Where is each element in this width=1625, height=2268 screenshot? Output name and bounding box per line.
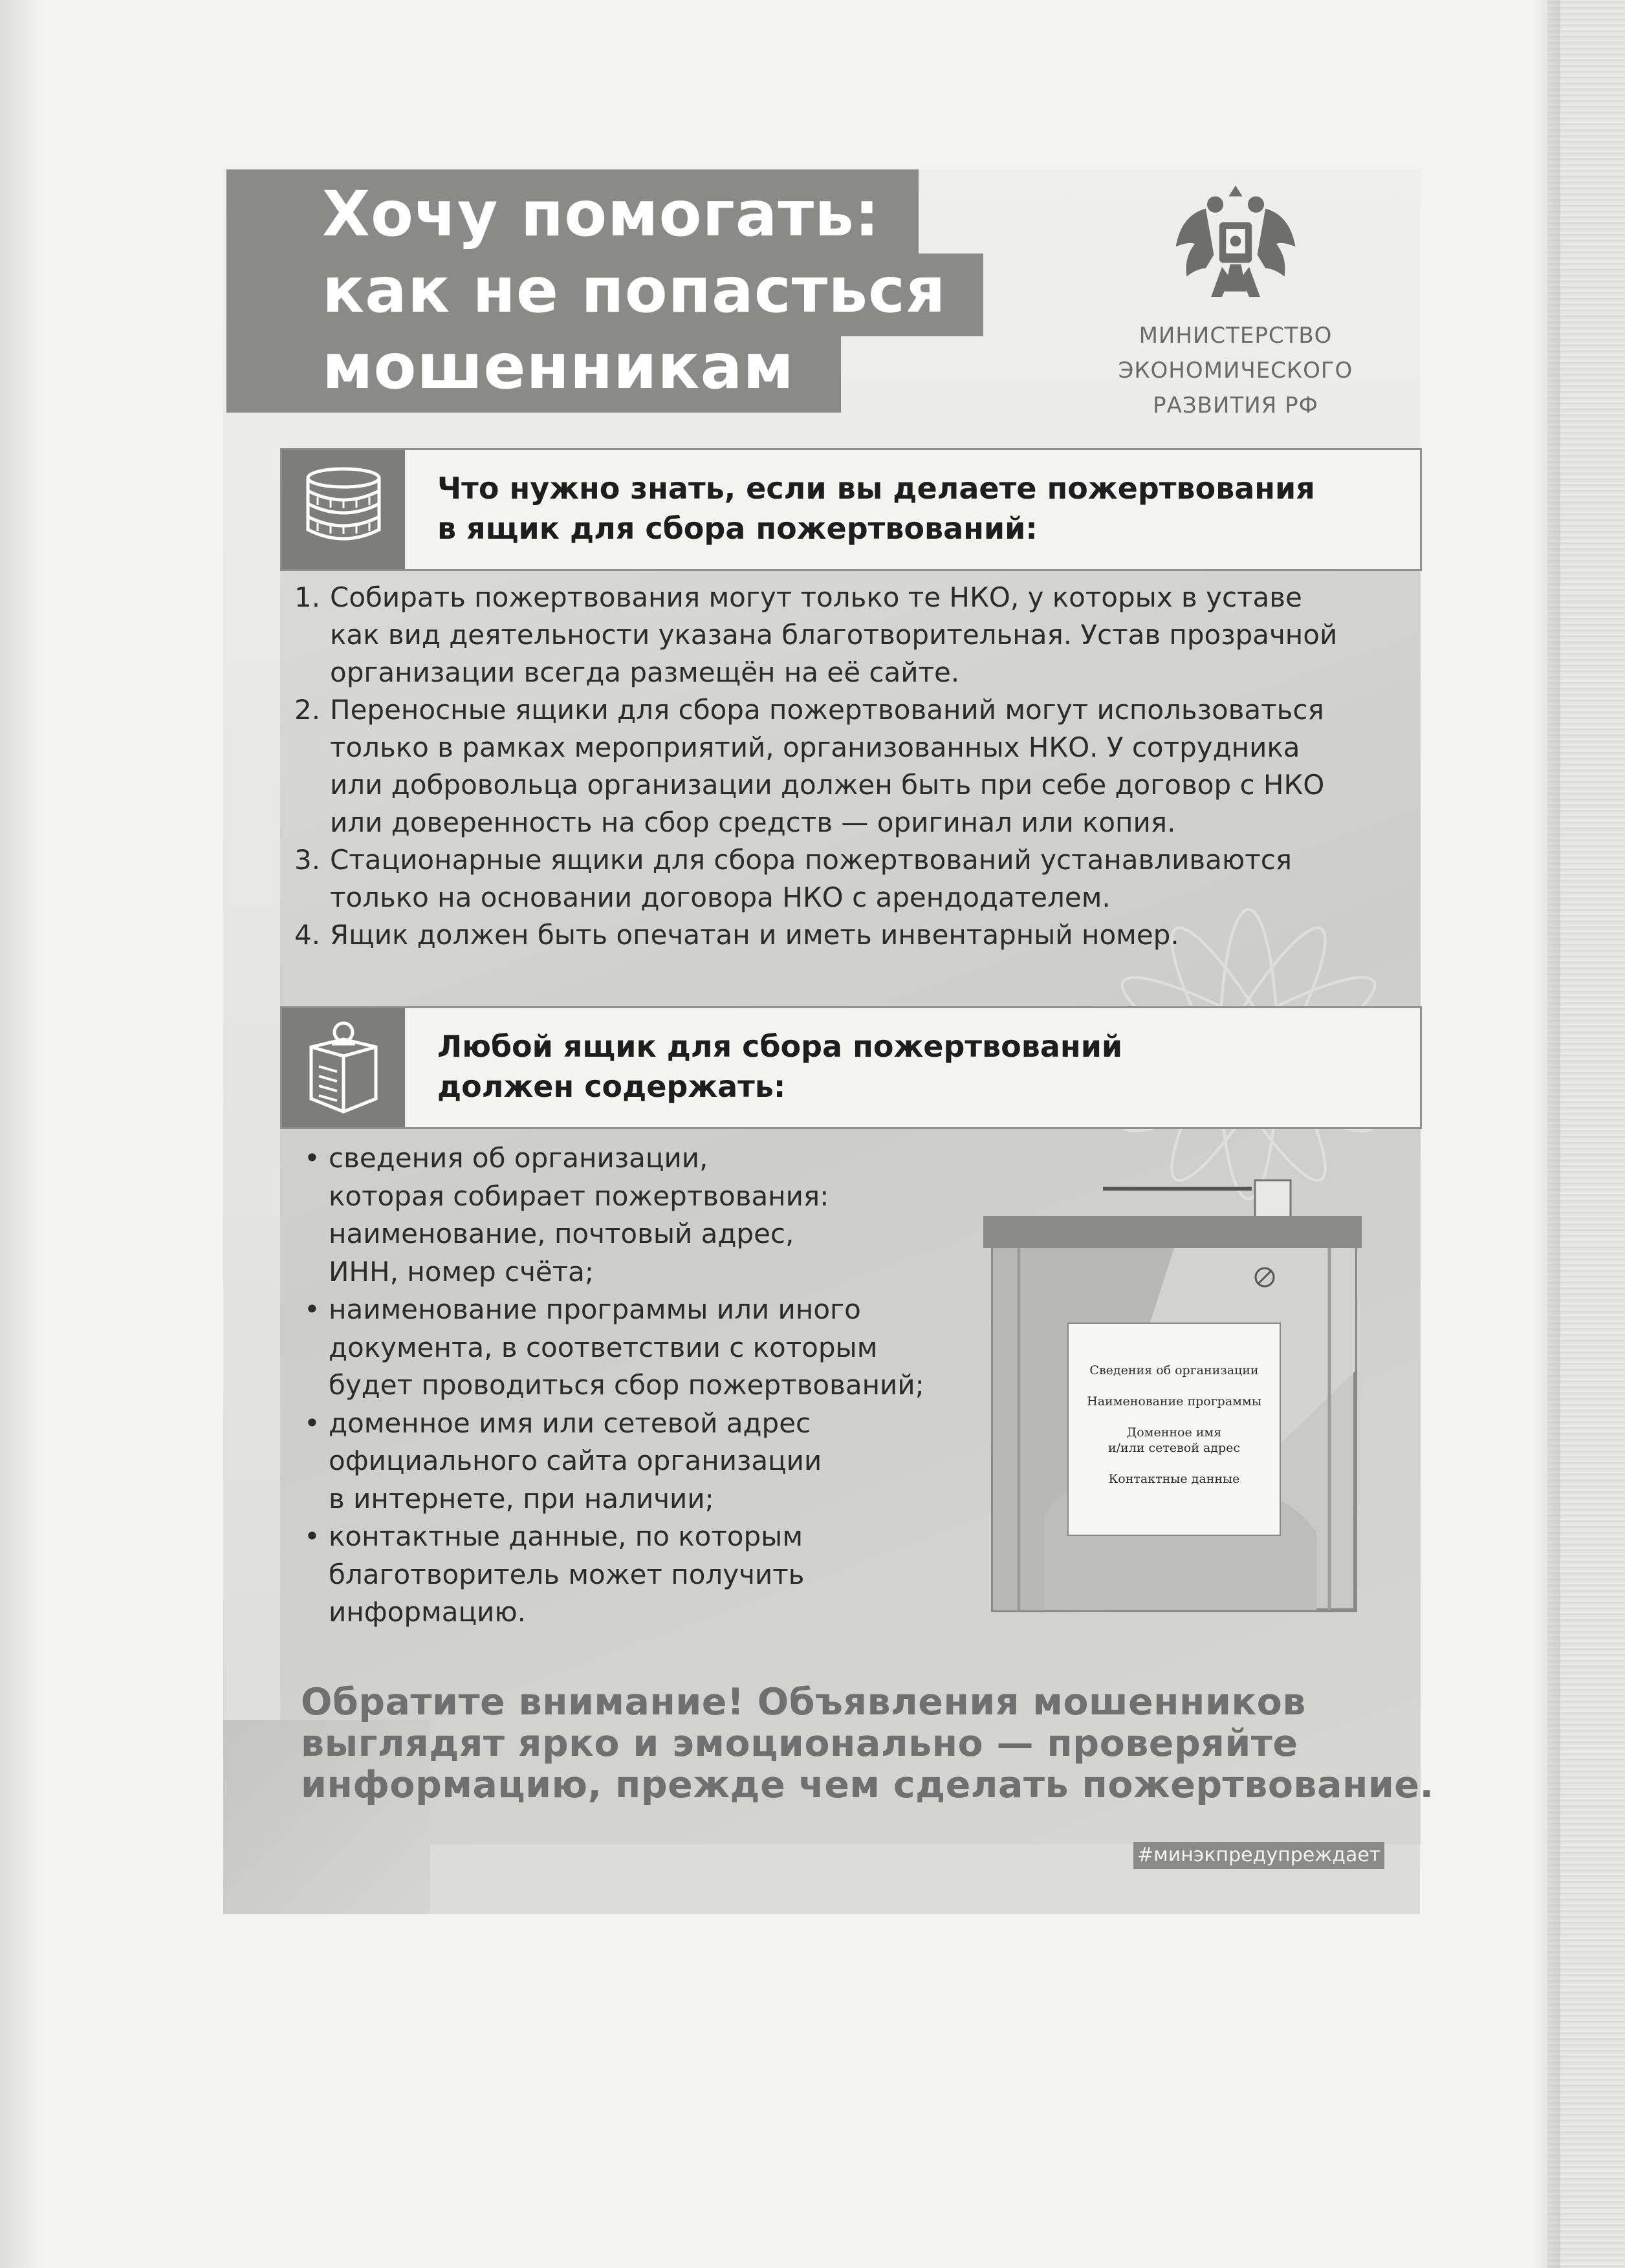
item-line: документа, в соответствии с которым xyxy=(329,1331,878,1363)
item-number: 3. xyxy=(294,844,321,876)
title-line: мошенникам xyxy=(322,330,794,403)
box-requirements-list xyxy=(304,1139,964,1632)
item-line: только на основании договора НКО с арендодателем. xyxy=(330,881,1111,913)
list-item xyxy=(294,579,1394,691)
item-line: официального сайта организации xyxy=(329,1445,822,1476)
item-line: благотворитель может получить xyxy=(329,1558,805,1590)
coins-stack-icon xyxy=(282,450,405,569)
item-line: в интернете, при наличии; xyxy=(329,1482,714,1515)
card-line: Сведения об организации xyxy=(1089,1363,1259,1377)
page-title xyxy=(322,176,946,405)
item-line: будет проводиться сбор пожертвований; xyxy=(329,1369,924,1401)
item-line: как вид деятельности указана благотворительная. Устав прозрачной xyxy=(330,619,1338,651)
item-line: информацию. xyxy=(329,1596,527,1628)
item-line: ИНН, номер счёта; xyxy=(329,1255,594,1288)
item-line: организации всегда размещён на её сайте. xyxy=(330,656,960,688)
item-line: только в рамках мероприятий, организованных НКО. У сотрудника xyxy=(330,731,1300,763)
hashtag: #минэкпредупреждает xyxy=(1133,1842,1384,1869)
warning-line: Обратите внимание! Объявления мошенников xyxy=(301,1681,1306,1723)
item-number: 1. xyxy=(294,581,321,613)
list-item xyxy=(304,1518,964,1632)
item-line: или добровольца организации должен быть при себе договор с НКО xyxy=(330,769,1325,801)
card-line: Контактные данные xyxy=(1108,1472,1240,1486)
scan-left-edge xyxy=(0,0,39,2268)
list-item xyxy=(294,841,1394,916)
title-line: Хочу помогать: xyxy=(322,178,880,250)
list-item xyxy=(294,691,1394,841)
section-header-rules xyxy=(280,448,1422,571)
item-line: • наименование программы или иного xyxy=(329,1293,861,1325)
card-line-part: Доменное имя xyxy=(1126,1425,1222,1440)
warning-line: выглядят ярко и эмоционально — проверяйте xyxy=(301,1722,1298,1765)
section-title xyxy=(437,1026,1122,1107)
donation-box-icon xyxy=(282,1008,405,1127)
card-line xyxy=(1069,1425,1280,1456)
list-item xyxy=(304,1139,964,1291)
item-line: Ящик должен быть опечатан и иметь инвентарный номер. xyxy=(330,919,1179,951)
item-line: • сведения об организации, xyxy=(329,1142,708,1174)
card-line-part: и/или сетевой адрес xyxy=(1107,1441,1241,1455)
ministry-line: ЭКОНОМИЧЕСКОГО xyxy=(1118,358,1353,383)
item-line: Переносные ящики для сбора пожертвований могут использоваться xyxy=(330,694,1324,726)
ministry-name xyxy=(1087,318,1384,423)
section-title-line: Что нужно знать, если вы делаете пожертвования xyxy=(437,471,1315,506)
ministry-line: МИНИСТЕРСТВО xyxy=(1139,323,1333,349)
warning-text xyxy=(301,1681,1434,1806)
item-line: Стационарные ящики для сбора пожертвований устанавливаются xyxy=(330,844,1292,876)
coat-of-arms-icon xyxy=(1168,175,1303,310)
warning-line: информацию, прежде чем сделать пожертвование. xyxy=(301,1764,1434,1806)
item-line: • контактные данные, по которым xyxy=(329,1520,803,1552)
rules-list xyxy=(294,579,1394,954)
ministry-line: РАЗВИТИЯ РФ xyxy=(1153,393,1318,418)
item-line: которая собирает пожертвования: xyxy=(329,1180,829,1212)
box-label-card xyxy=(1067,1323,1281,1536)
section-title-line: Любой ящик для сбора пожертвований xyxy=(437,1029,1123,1064)
list-item xyxy=(294,916,1394,954)
section-title-line: в ящик для сбора пожертвований: xyxy=(437,511,1038,546)
scan-right-shadow xyxy=(1534,0,1560,2268)
list-item xyxy=(304,1405,964,1518)
list-item xyxy=(304,1291,964,1405)
section-header-box-contents xyxy=(280,1006,1422,1129)
item-line: Собирать пожертвования могут только те НКО, у которых в уставе xyxy=(330,581,1302,613)
item-line: наименование, почтовый адрес, xyxy=(329,1218,794,1249)
title-line: как не попасться xyxy=(322,254,946,327)
section-title-line: должен содержать: xyxy=(437,1069,786,1104)
item-line: • доменное имя или сетевой адрес xyxy=(329,1407,811,1439)
item-number: 2. xyxy=(294,694,321,726)
section-title xyxy=(437,468,1315,548)
card-line: Наименование программы xyxy=(1087,1394,1261,1409)
item-line: или доверенность на сбор средств — оригинал или копия. xyxy=(330,806,1176,838)
item-number: 4. xyxy=(294,919,321,951)
